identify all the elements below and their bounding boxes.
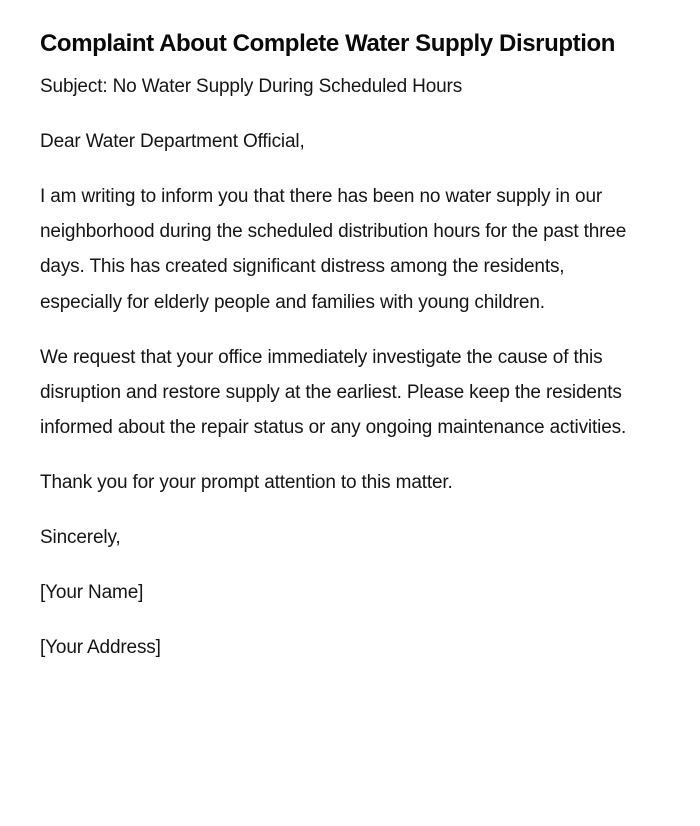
subject-line: Subject: No Water Supply During Scheduled Hours <box>40 76 463 97</box>
signature-name: [Your Name] <box>40 582 144 604</box>
body-paragraph-3: Thank you for your prompt attention to this matter. <box>40 472 453 494</box>
signature-address: [Your Address] <box>40 637 161 659</box>
body-paragraph-2: We request that your office immediately investigate the cause of this disruption and restore supply at the earliest. Please keep the residents informed about the repair status or any ongoing maintenance activities. <box>40 346 627 439</box>
salutation: Dear Water Department Official, <box>40 131 305 152</box>
body-paragraph-1: I am writing to inform you that there has been no water supply in our neighborhood during the scheduled distribution hours for the past three days. This has created significant distress among the residents, especially for elderly people and families with young children. <box>40 186 627 313</box>
closing: Sincerely, <box>40 527 121 549</box>
document-title: Complaint About Complete Water Supply Disruption <box>40 30 616 57</box>
